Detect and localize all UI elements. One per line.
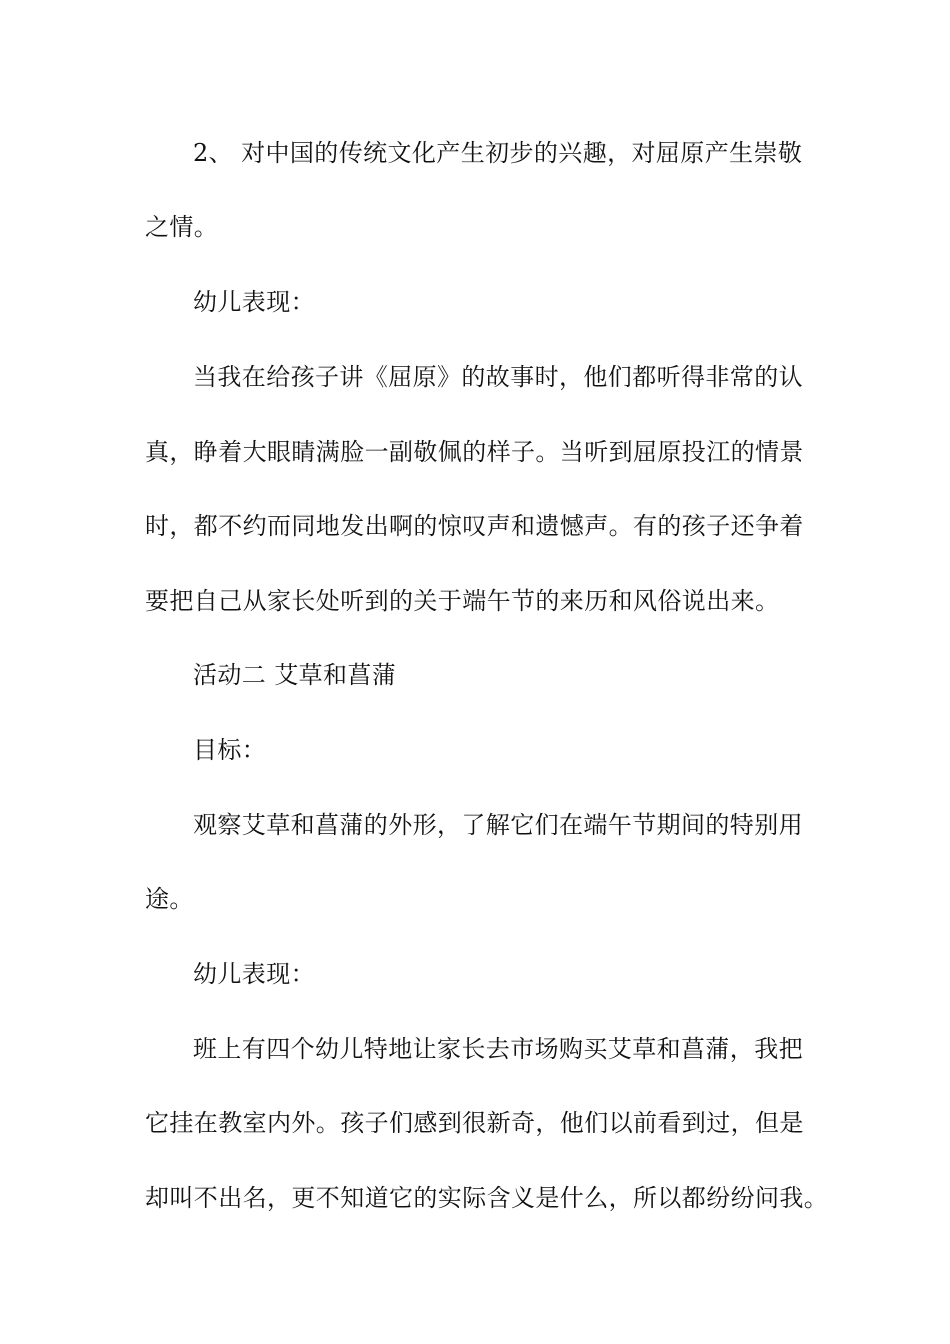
paragraph-performance-1-line-2: 真，睁着大眼睛满脸一副敬佩的样子。当听到屈原投江的情景 [145, 438, 804, 466]
paragraph-goal-2-line-2: 之情。 [145, 213, 219, 241]
paragraph-goal-2-line-1: 2、 对中国的传统文化产生初步的兴趣，对屈原产生崇敬 [193, 139, 803, 167]
paragraph-goal-line-1: 观察艾草和菖蒲的外形，了解它们在端午节期间的特别用 [193, 811, 803, 839]
paragraph-performance-2-line-3: 却叫不出名，更不知道它的实际含义是什么，所以都纷纷问我。 [145, 1184, 829, 1212]
heading-child-performance-2: 幼儿表现： [193, 960, 315, 988]
heading-activity-2: 活动二 艾草和菖蒲 [193, 661, 397, 689]
paragraph-performance-1-line-3: 时，都不约而同地发出啊的惊叹声和遗憾声。有的孩子还争着 [145, 512, 804, 540]
heading-child-performance-1: 幼儿表现： [193, 288, 315, 316]
paragraph-performance-1-line-4: 要把自己从家长处听到的关于端午节的来历和风俗说出来。 [145, 587, 780, 615]
paragraph-goal-line-2: 途。 [145, 885, 194, 913]
paragraph-performance-2-line-1: 班上有四个幼儿特地让家长去市场购买艾草和菖蒲，我把 [193, 1035, 803, 1063]
paragraph-performance-2-line-2: 它挂在教室内外。孩子们感到很新奇，他们以前看到过，但是 [145, 1109, 804, 1137]
paragraph-performance-1-line-1: 当我在给孩子讲《屈原》的故事时，他们都听得非常的认 [193, 363, 803, 391]
heading-goal: 目标： [193, 736, 267, 764]
